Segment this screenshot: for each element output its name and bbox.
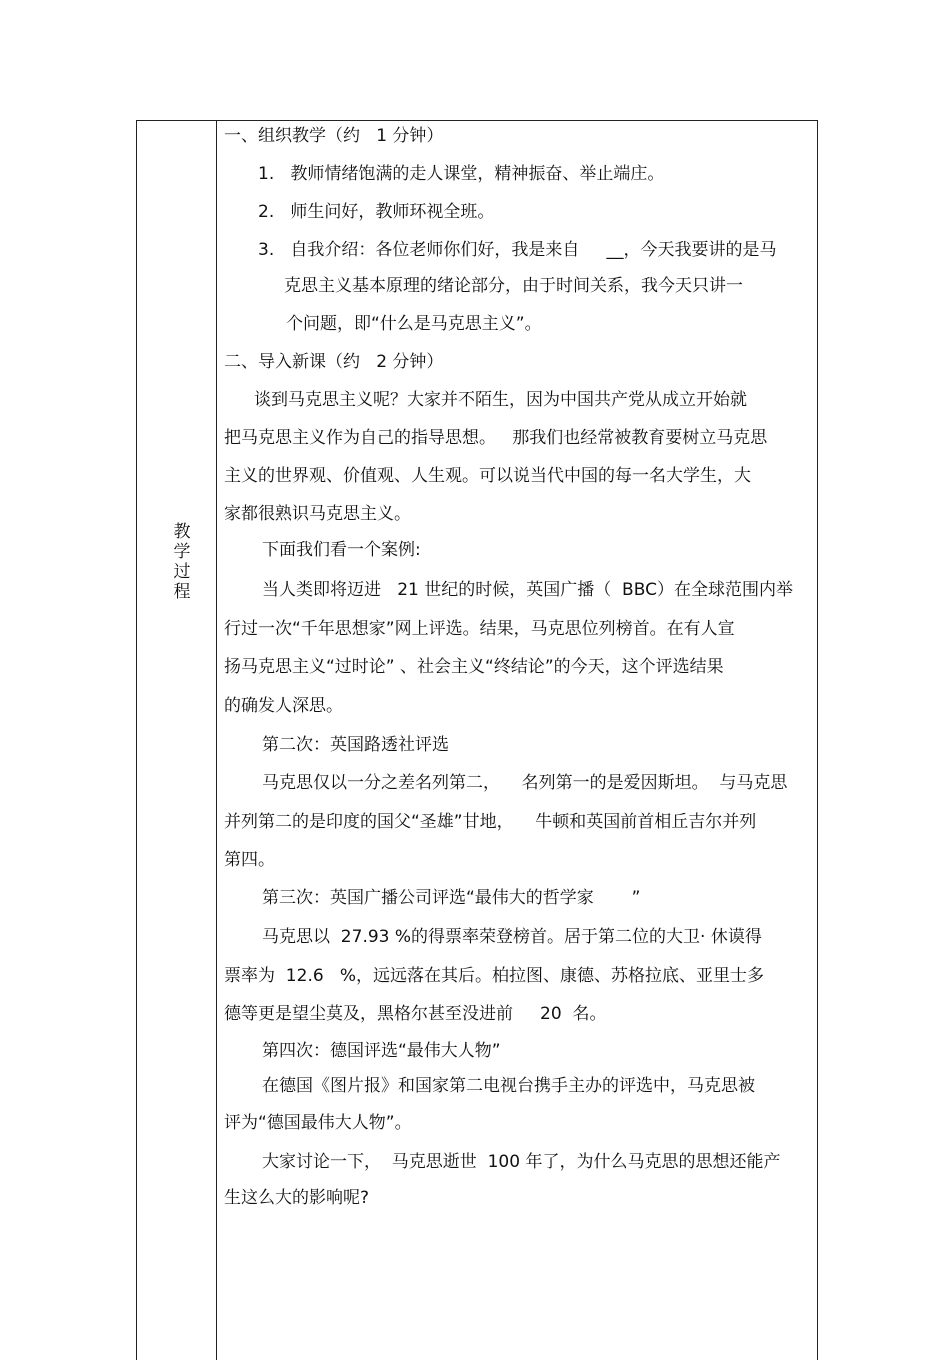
text-line: 克思主义基本原理的绪论部分，由于时间关系，我今天只讲一 xyxy=(284,276,743,296)
text-line: 评为“德国最伟大人物”。 xyxy=(224,1113,412,1133)
section-heading: 一、组织教学（约 1 分钟） xyxy=(224,126,444,146)
text-line: 马克思仅以一分之差名列第二， 名列第一的是爱因斯坦。 与马克思 xyxy=(262,773,788,793)
table-frame xyxy=(136,120,818,1360)
text-line: 生这么大的影响呢? xyxy=(224,1188,370,1208)
row-label: 教学过程 xyxy=(173,522,191,602)
text-line: 谈到马克思主义呢？大家并不陌生，因为中国共产党从成立开始就 xyxy=(254,390,747,410)
list-item: 3. 自我介绍：各位老师你们好，我是来自 __，今天我要讲的是马 xyxy=(258,240,777,260)
text-line: 家都很熟识马克思主义。 xyxy=(224,504,411,524)
text-line: 票率为 12.6 %，远远落在其后。柏拉图、康德、苏格拉底、亚里士多 xyxy=(224,966,765,986)
text-line: 第四。 xyxy=(224,850,275,870)
text-line: 马克思以 27.93 %的得票率荣登榜首。居于第二位的大卫· 休谟得 xyxy=(262,927,762,947)
text-line: 扬马克思主义“过时论” 、社会主义“终结论”的今天，这个评选结果 xyxy=(224,657,724,677)
text-line: 行过一次“千年思想家”网上评选。结果，马克思位列榜首。在有人宣 xyxy=(224,619,735,639)
text-line: 个问题，即“什么是马克思主义”。 xyxy=(286,314,542,334)
text-line: 大家讨论一下， 马克思逝世 100 年了，为什么马克思的思想还能产 xyxy=(262,1152,781,1172)
list-item: 1. 教师情绪饱满的走人课堂，精神振奋、举止端庄。 xyxy=(258,164,665,184)
list-item: 2. 师生问好，教师环视全班。 xyxy=(258,202,495,222)
text-line: 第四次：德国评选“最伟大人物” xyxy=(262,1041,501,1061)
text-line: 下面我们看一个案例: xyxy=(262,540,421,560)
text-line: 在德国《图片报》和国家第二电视台携手主办的评选中，马克思被 xyxy=(262,1076,755,1096)
text-line: 主义的世界观、价值观、人生观。可以说当代中国的每一名大学生，大 xyxy=(224,466,751,486)
text-line: 把马克思主义作为自己的指导思想。 那我们也经常被教育要树立马克思 xyxy=(224,428,768,448)
text-line: 当人类即将迈进 21 世纪的时候，英国广播（ BBC）在全球范围内举 xyxy=(262,580,793,600)
section-heading: 二、导入新课（约 2 分钟） xyxy=(224,352,444,372)
text-line: 第二次：英国路透社评选 xyxy=(262,735,449,755)
text-line: 并列第二的是印度的国父“圣雄”甘地， 牛顿和英国前首相丘吉尔并列 xyxy=(224,812,757,832)
text-line: 第三次：英国广播公司评选“最伟大的哲学家 ” xyxy=(262,888,641,908)
text-line: 德等更是望尘莫及，黑格尔甚至没进前 20 名。 xyxy=(224,1004,607,1024)
text-line: 的确发人深思。 xyxy=(224,696,343,716)
column-divider xyxy=(216,120,217,1360)
